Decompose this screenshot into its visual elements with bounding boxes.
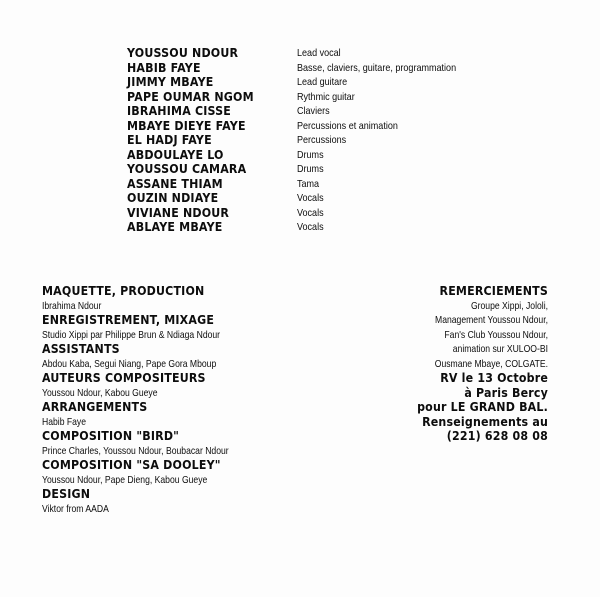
musician-row [127,133,507,148]
musician-name: VIVIANE NDOUR [127,205,230,220]
musician-name: IBRAHIMA CISSE [127,104,232,119]
credit-heading: ARRANGEMENTS [42,400,148,414]
thanks-section [288,284,548,444]
musician-role: Rythmic guitar [297,90,355,103]
musician-role: Basse, claviers, guitare, programmation [297,61,457,74]
thanks-heading: REMERCIEMENTS [439,284,548,298]
musician-row [127,220,507,235]
musician-name: JIMMY MBAYE [127,75,214,90]
musician-name: PAPE OUMAR NGOM [127,89,254,104]
credit-value: Viktor from AADA [42,502,109,515]
credit-value: Youssou Ndour, Kabou Gueye [42,386,158,399]
musician-name: MBAYE DIEYE FAYE [127,118,246,133]
musician-name: YOUSSOU CAMARA [127,162,247,177]
event-info-line: à Paris Bercy [464,385,548,400]
credit-heading: ENREGISTREMENT, MIXAGE [42,313,215,327]
musician-name: HABIB FAYE [127,60,201,75]
credit-heading: COMPOSITION "BIRD" [42,429,180,443]
musician-row [127,177,507,192]
credit-heading: COMPOSITION "SA DOOLEY" [42,458,221,472]
credit-value: Prince Charles, Youssou Ndour, Boubacar Ndour [42,444,229,457]
musician-role: Percussions et animation [297,119,398,132]
musician-role: Vocals [297,206,324,219]
credit-heading: DESIGN [42,487,91,501]
musician-row [127,148,507,163]
musician-row [127,46,507,61]
musician-row [127,90,507,105]
musician-row [127,191,507,206]
thanks-line: animation sur XULOO-BI [452,343,548,355]
credit-value: Youssou Ndour, Pape Dieng, Kabou Gueye [42,473,208,486]
credit-heading: AUTEURS COMPOSITEURS [42,371,206,385]
event-info-line: pour LE GRAND BAL. [417,400,548,414]
thanks-line: Fan's Club Youssou Ndour, [444,328,548,341]
credit-value: Ibrahima Ndour [42,299,102,312]
musician-role: Drums [297,148,324,161]
musician-role: Drums [297,163,324,176]
musician-row [127,162,507,177]
credit-value: Abdou Kaba, Segui Niang, Pape Gora Mboup [42,357,217,370]
musician-name: OUZIN NDIAYE [127,191,219,206]
musician-name: ABDOULAYE LO [127,147,224,162]
musician-role: Percussions [297,134,347,147]
thanks-line: Groupe Xippi, Jololi, [470,299,548,312]
musician-row [127,61,507,76]
musician-row [127,104,507,119]
thanks-line: Ousmane Mbaye, COLGATE. [434,357,548,370]
musician-role: Tama [297,177,320,190]
musician-name: YOUSSOU NDOUR [127,46,239,61]
event-info-line: Renseignements au [422,414,548,429]
credit-heading: MAQUETTE, PRODUCTION [42,284,205,298]
musician-name: ABLAYE MBAYE [127,220,223,235]
musician-name: EL HADJ FAYE [127,133,212,148]
musician-row [127,119,507,134]
musician-list [127,46,507,235]
musician-role: Vocals [297,192,324,205]
credit-value: Habib Faye [42,415,87,428]
musician-role: Lead guitare [297,76,348,89]
event-info-line: RV le 13 Octobre [440,371,548,385]
musician-role: Claviers [297,105,330,118]
musician-row [127,75,507,90]
event-info-line: (221) 628 08 08 [446,429,548,443]
musician-row [127,206,507,221]
thanks-line: Management Youssou Ndour, [435,314,548,326]
musician-name: ASSANE THIAM [127,176,223,191]
credit-heading: ASSISTANTS [42,342,120,356]
musician-role: Vocals [297,221,324,234]
credit-value: Studio Xippi par Philippe Brun & Ndiaga Ndour [42,328,221,341]
musician-role: Lead vocal [297,47,341,60]
